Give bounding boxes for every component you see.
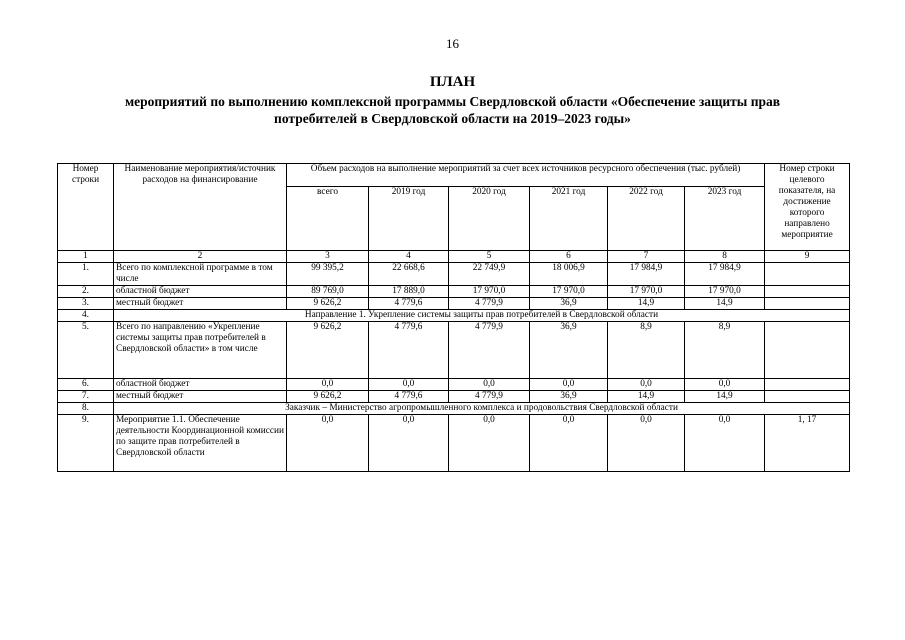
cell-2020: 17 970,0 — [449, 286, 530, 298]
cell-2022: 8,9 — [608, 322, 685, 379]
column-number-row — [58, 251, 850, 263]
cell-2023: 17 984,9 — [685, 263, 765, 286]
table-row — [58, 391, 850, 403]
subtitle-line-1: мероприятий по выполнению комплексной программы Свердловской области «Обеспечение защиты прав — [124, 94, 781, 109]
header-volume: Объем расходов на выполнение мероприятий за счет всех источников ресурсного обеспечения (тыс. рублей) — [287, 164, 765, 187]
cell-2020: 4 779,9 — [449, 391, 530, 403]
row-number: 4. — [58, 310, 114, 322]
section-row — [58, 310, 850, 322]
cell-2023: 0,0 — [685, 379, 765, 391]
header-indicator: Номер строки целевого показателя, на достижение которого направлено мероприятие — [765, 164, 850, 251]
cell-2021: 36,9 — [530, 322, 608, 379]
header-total: всего — [287, 187, 369, 251]
row-number: 3. — [58, 298, 114, 310]
cell-total: 99 395,2 — [287, 263, 369, 286]
table-row — [58, 263, 850, 286]
cell-2020: 4 779,9 — [449, 298, 530, 310]
row-number: 2. — [58, 286, 114, 298]
row-name: Всего по направлению «Укрепление системы защиты прав потребителей в Свердловской области» в том числе — [114, 322, 287, 379]
cell-indicator — [765, 263, 850, 286]
cell-indicator — [765, 391, 850, 403]
cell-2021: 36,9 — [530, 391, 608, 403]
column-number: 7 — [608, 251, 685, 263]
row-number: 6. — [58, 379, 114, 391]
row-name: Всего по комплексной программе в том числе — [114, 263, 287, 286]
table-row — [58, 415, 850, 472]
cell-2022: 0,0 — [608, 415, 685, 472]
cell-indicator — [765, 286, 850, 298]
cell-total: 0,0 — [287, 379, 369, 391]
cell-indicator — [765, 379, 850, 391]
cell-2022: 14,9 — [608, 298, 685, 310]
column-number: 2 — [114, 251, 287, 263]
cell-total: 9 626,2 — [287, 391, 369, 403]
table-row — [58, 286, 850, 298]
cell-2019: 0,0 — [369, 379, 449, 391]
cell-2019: 4 779,6 — [369, 298, 449, 310]
cell-2019: 22 668,6 — [369, 263, 449, 286]
row-name: областной бюджет — [114, 379, 287, 391]
row-number: 9. — [58, 415, 114, 472]
cell-2023: 8,9 — [685, 322, 765, 379]
cell-2022: 14,9 — [608, 391, 685, 403]
column-number: 8 — [685, 251, 765, 263]
cell-2021: 0,0 — [530, 379, 608, 391]
column-number: 9 — [765, 251, 850, 263]
subtitle-line-2: потребителей в Свердловской области на 2019–2023 годы» — [274, 111, 631, 126]
column-number: 3 — [287, 251, 369, 263]
cell-2022: 0,0 — [608, 379, 685, 391]
column-number: 4 — [369, 251, 449, 263]
row-name: Мероприятие 1.1. Обеспечение деятельности Координационной комиссии по защите прав потребителей в Свердловской области — [114, 415, 287, 472]
document-subtitle — [80, 93, 825, 127]
cell-2019: 0,0 — [369, 415, 449, 472]
cell-2019: 4 779,6 — [369, 322, 449, 379]
cell-2019: 4 779,6 — [369, 391, 449, 403]
cell-2020: 0,0 — [449, 415, 530, 472]
header-2022: 2022 год — [608, 187, 685, 251]
cell-indicator — [765, 322, 850, 379]
cell-2021: 17 970,0 — [530, 286, 608, 298]
page-number: 16 — [446, 36, 459, 51]
section-title: Направление 1. Укрепление системы защиты прав потребителей в Свердловской области — [114, 310, 850, 322]
cell-2023: 14,9 — [685, 391, 765, 403]
section-row — [58, 403, 850, 415]
cell-2023: 14,9 — [685, 298, 765, 310]
header-name: Наименование мероприятия/источник расходов на финансирование — [114, 164, 287, 251]
table-row — [58, 322, 850, 379]
cell-2021: 36,9 — [530, 298, 608, 310]
header-2021: 2021 год — [530, 187, 608, 251]
document-title: ПЛАН — [429, 74, 476, 90]
cell-2023: 17 970,0 — [685, 286, 765, 298]
row-name: местный бюджет — [114, 298, 287, 310]
cell-total: 9 626,2 — [287, 322, 369, 379]
cell-indicator — [765, 298, 850, 310]
column-number: 1 — [58, 251, 114, 263]
cell-2022: 17 984,9 — [608, 263, 685, 286]
section-title: Заказчик – Министерство агропромышленного комплекса и продовольствия Свердловской области — [114, 403, 850, 415]
header-2019: 2019 год — [369, 187, 449, 251]
column-number: 5 — [449, 251, 530, 263]
table-row — [58, 298, 850, 310]
cell-2020: 4 779,9 — [449, 322, 530, 379]
column-number: 6 — [530, 251, 608, 263]
plan-table — [57, 163, 850, 472]
cell-2022: 17 970,0 — [608, 286, 685, 298]
cell-2021: 18 006,9 — [530, 263, 608, 286]
row-name: местный бюджет — [114, 391, 287, 403]
cell-2021: 0,0 — [530, 415, 608, 472]
header-row-1 — [58, 164, 850, 187]
header-2020: 2020 год — [449, 187, 530, 251]
row-number: 8. — [58, 403, 114, 415]
cell-total: 0,0 — [287, 415, 369, 472]
cell-total: 9 626,2 — [287, 298, 369, 310]
row-number: 7. — [58, 391, 114, 403]
row-number: 1. — [58, 263, 114, 286]
cell-2020: 22 749,9 — [449, 263, 530, 286]
cell-2020: 0,0 — [449, 379, 530, 391]
cell-indicator: 1, 17 — [765, 415, 850, 472]
header-2023: 2023 год — [685, 187, 765, 251]
row-number: 5. — [58, 322, 114, 379]
header-row-number: Номер строки — [58, 164, 114, 251]
table-row — [58, 379, 850, 391]
cell-2023: 0,0 — [685, 415, 765, 472]
cell-2019: 17 889,0 — [369, 286, 449, 298]
row-name: областной бюджет — [114, 286, 287, 298]
cell-total: 89 769,0 — [287, 286, 369, 298]
